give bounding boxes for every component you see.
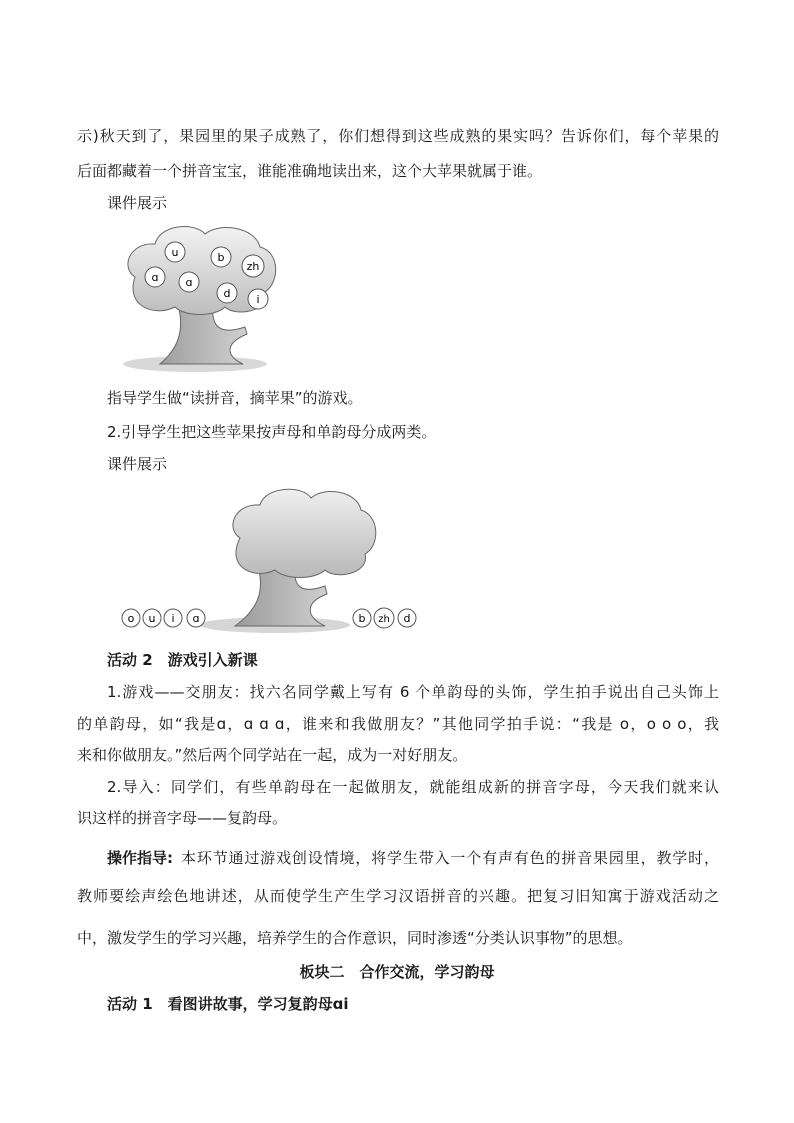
tree1-apple-i: i [256, 293, 260, 306]
game-line-1: 1.游戏——交朋友：找六名同学戴上写有 6 个单韵母的头饰，学生拍手说出自己头饰上 [107, 683, 719, 701]
intro-step-line-2: 识这样的拼音字母——复韵母。 [77, 809, 288, 827]
guidance-line-3: 中，激发学生的学习兴趣，培养学生的合作意识，同时渗透“分类认识事物”的思想。 [77, 929, 633, 947]
tree2-apple-i: i [171, 612, 175, 625]
tree2-apple-zh: zh [378, 614, 390, 625]
tree1-apple-u: u [171, 246, 179, 259]
activity-2-title: 活动 2 游戏引入新课 [107, 651, 258, 669]
tree1-apple-a2: ɑ [185, 276, 193, 289]
tree2-apple-o: o [127, 612, 135, 625]
game-line-3: 来和你做朋友。”然后两个同学站在一起，成为一对好朋友。 [77, 746, 468, 764]
tree2-apple-b: b [358, 612, 366, 625]
tree2-apple-a: ɑ [192, 612, 200, 625]
tree1-apple-b: b [217, 251, 225, 264]
tree2-apple-d: d [403, 612, 411, 625]
guidance-line-1: 本环节通过游戏创设情境，将学生带入一个有声有色的拼音果园里，教学时， [181, 849, 719, 867]
apple-tree-illustration-1 [115, 222, 290, 374]
game-line-2: 的单韵母，如“我是ɑ，ɑ ɑ ɑ，谁来和我做朋友？”其他同学拍手说：“我是 o，o o o，我 [77, 715, 719, 733]
section-2-title: 板块二 合作交流，学习韵母 [299, 963, 495, 981]
guidance-first-line [107, 848, 719, 868]
tree1-apple-d: d [223, 287, 231, 300]
apple-tree-illustration-2 [115, 488, 425, 636]
step-2-text: 2.引导学生把这些苹果按声母和单韵母分成两类。 [107, 423, 437, 441]
guidance-label: 操作指导: [107, 849, 173, 867]
courseware-label-1: 课件展示 [107, 194, 168, 212]
activity-1-title: 活动 1 看图讲故事，学习复韵母ɑi [107, 995, 349, 1013]
intro-line-1: 示)秋天到了，果园里的果子成熟了，你们想得到这些成熟的果实吗？告诉你们，每个苹果的 [77, 127, 719, 145]
courseware-label-2: 课件展示 [107, 455, 168, 473]
tree1-apple-zh: zh [246, 260, 260, 273]
tree2-apple-u: u [148, 612, 156, 625]
intro-line-2: 后面都藏着一个拼音宝宝，谁能准确地读出来，这个大苹果就属于谁。 [77, 162, 543, 180]
guidance-line-2: 教师要绘声绘色地讲述，从而使学生产生学习汉语拼音的兴趣。把复习旧知寓于游戏活动之 [77, 887, 719, 905]
guide-text: 指导学生做“读拼音，摘苹果”的游戏。 [107, 389, 363, 407]
tree1-apple-a: ɑ [151, 271, 159, 284]
intro-step-line-1: 2.导入：同学们，有些单韵母在一起做朋友，就能组成新的拼音字母，今天我们就来认 [107, 778, 719, 796]
